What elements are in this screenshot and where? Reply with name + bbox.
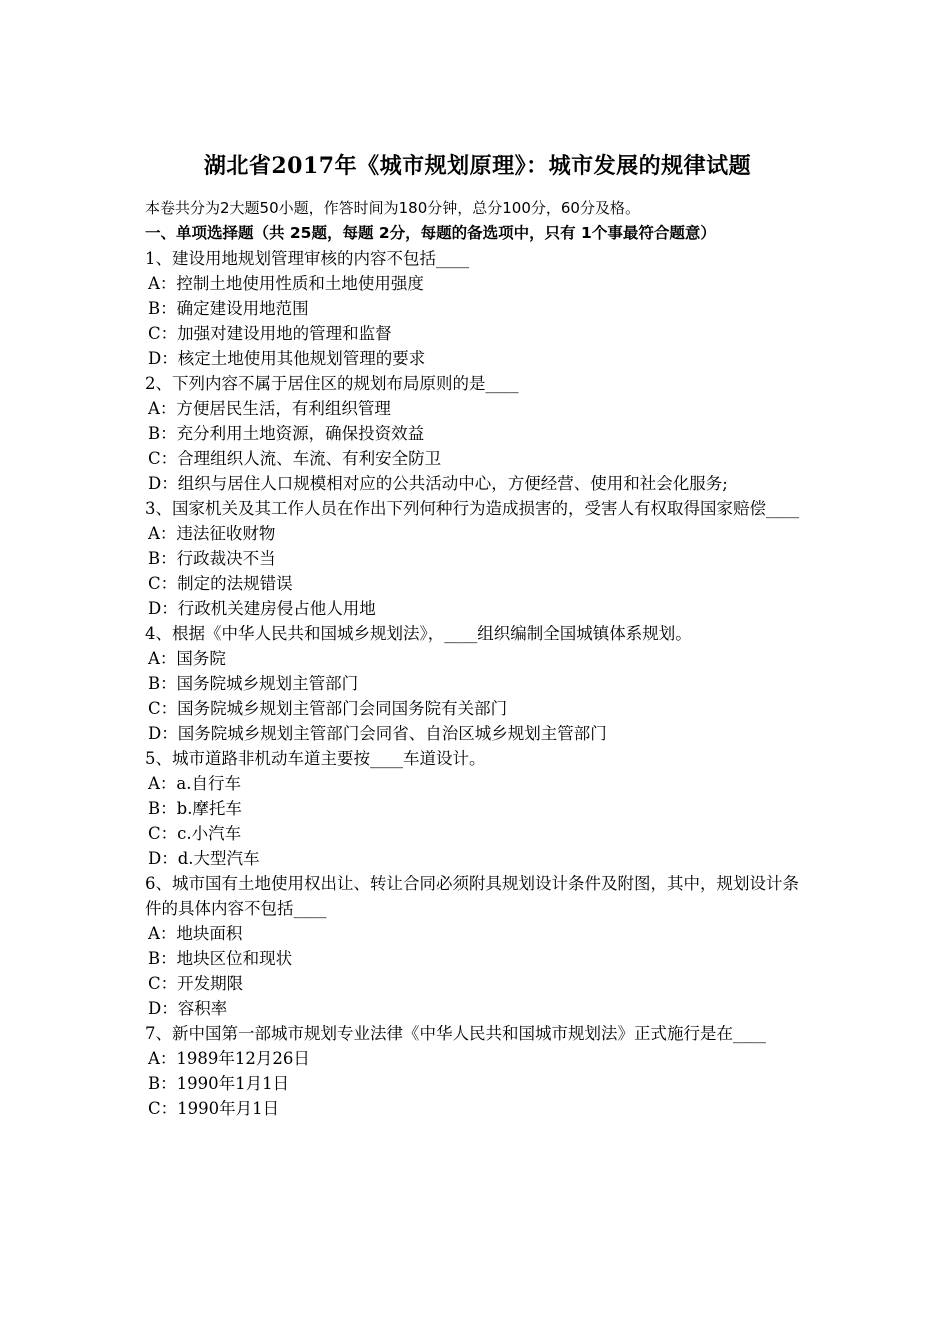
question-text: 1、建设用地规划管理审核的内容不包括____ [145, 249, 469, 268]
answer-option: C：制定的法规错误 [148, 574, 293, 593]
question-block [145, 371, 810, 496]
answer-option: C：开发期限 [148, 974, 244, 993]
answer-option: D：核定土地使用其他规划管理的要求 [148, 349, 426, 368]
page-title: 湖北省2017年《城市规划原理》：城市发展的规律试题 [203, 153, 752, 179]
answer-option: B：地块区位和现状 [148, 949, 293, 968]
answer-option: D：d.大型汽车 [148, 849, 260, 868]
section-heading: 一、单项选择题（共 25题，每题 2分，每题的备选项中，只有 1个事最符合题意） [145, 224, 716, 242]
answer-option: B：b.摩托车 [148, 799, 242, 818]
answer-option: A：违法征收财物 [148, 524, 276, 543]
question-block [145, 871, 810, 1021]
answer-option: B：确定建设用地范围 [148, 299, 309, 318]
answer-option: A：地块面积 [148, 924, 243, 943]
answer-option: B：行政裁决不当 [148, 549, 276, 568]
answer-option: A：a.自行车 [148, 774, 241, 793]
exam-intro: 本卷共分为2大题50小题，作答时间为180分钟，总分100分，60分及格。 [145, 199, 640, 217]
question-block [145, 746, 810, 871]
question-block [145, 621, 810, 746]
question-text: 7、新中国第一部城市规划专业法律《中华人民共和国城市规划法》正式施行是在____ [145, 1024, 766, 1043]
answer-option: C：1990年月1日 [148, 1099, 280, 1118]
answer-option: C：c.小汽车 [148, 824, 242, 843]
question-text: 5、城市道路非机动车道主要按____车道设计。 [145, 749, 486, 768]
answer-option: A：控制土地使用性质和土地使用强度 [148, 274, 424, 293]
answer-option: C：合理组织人流、车流、有利安全防卫 [148, 449, 442, 468]
question-text: 6、城市国有土地使用权出让、转让合同必须附具规划设计条件及附图，其中，规划设计条件的具体内容不包括____ [145, 874, 799, 918]
question-block [145, 496, 810, 621]
document-content [145, 150, 810, 1121]
answer-option: A：方便居民生活，有利组织管理 [148, 399, 391, 418]
question-block [145, 1021, 810, 1121]
answer-option: A：1989年12月26日 [148, 1049, 310, 1068]
question-text: 3、国家机关及其工作人员在作出下列何种行为造成损害的，受害人有权取得国家赔偿____ [145, 499, 799, 518]
answer-option: D：容积率 [148, 999, 228, 1018]
answer-option: A：国务院 [148, 649, 226, 668]
question-list [145, 246, 810, 1121]
question-text: 4、根据《中华人民共和国城乡规划法》，____组织编制全国城镇体系规划。 [145, 624, 692, 643]
answer-option: D：国务院城乡规划主管部门会同省、自治区城乡规划主管部门 [148, 724, 607, 743]
answer-option: B：国务院城乡规划主管部门 [148, 674, 359, 693]
question-block [145, 246, 810, 371]
answer-option: C：国务院城乡规划主管部门会同国务院有关部门 [148, 699, 508, 718]
answer-option: D：组织与居住人口规模相对应的公共活动中心，方便经营、使用和社会化服务; [148, 474, 728, 493]
question-text: 2、下列内容不属于居住区的规划布局原则的是____ [145, 374, 519, 393]
answer-option: D：行政机关建房侵占他人用地 [148, 599, 376, 618]
answer-option: B：1990年1月1日 [148, 1074, 290, 1093]
answer-option: B：充分利用土地资源，确保投资效益 [148, 424, 425, 443]
answer-option: C：加强对建设用地的管理和监督 [148, 324, 392, 343]
